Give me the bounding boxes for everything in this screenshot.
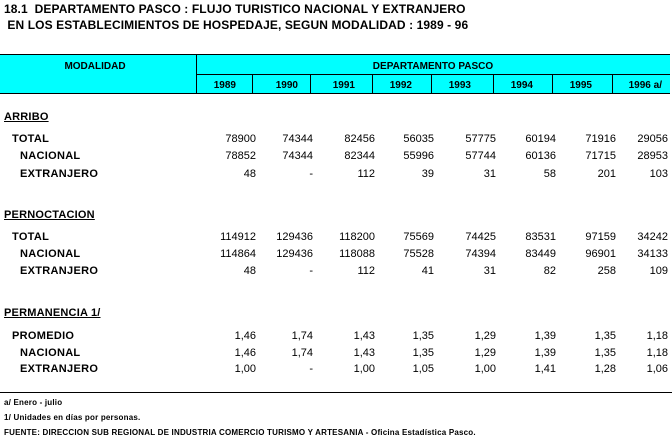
row-label: TOTAL (12, 133, 50, 145)
cell: - (309, 168, 313, 180)
cell: 1,18 (646, 347, 668, 359)
cell: 96901 (585, 248, 616, 260)
cell: 1,46 (234, 347, 256, 359)
table-row (0, 330, 672, 344)
cell: 103 (649, 168, 668, 180)
table-row (0, 363, 672, 377)
cell: 1,74 (291, 347, 313, 359)
cell: 55996 (403, 150, 434, 162)
section-title-arribo: ARRIBO (4, 111, 49, 123)
cell: 74344 (282, 150, 313, 162)
cell: 83449 (525, 248, 556, 260)
table-header (0, 54, 670, 94)
cell: 58 (543, 168, 556, 180)
cell: 1,28 (594, 363, 616, 375)
cell: 1,06 (646, 363, 668, 375)
cell: 75528 (403, 248, 434, 260)
row-label: TOTAL (12, 231, 50, 243)
cell: 1,00 (353, 363, 375, 375)
cell: 34133 (637, 248, 668, 260)
cell: 28953 (637, 150, 668, 162)
cell: 71916 (585, 133, 616, 145)
cell: 1,29 (474, 347, 496, 359)
cell: 29056 (637, 133, 668, 145)
cell: 56035 (403, 133, 434, 145)
year-header: 1990 (275, 80, 298, 91)
year-header: 1992 (389, 80, 412, 91)
year-header: 1994 (510, 80, 533, 91)
cell: 1,74 (291, 330, 313, 342)
cell: 1,35 (594, 347, 616, 359)
cell: 74425 (465, 231, 496, 243)
column-header-departamento: DEPARTAMENTO PASCO (372, 61, 494, 72)
cell: 41 (421, 265, 434, 277)
row-label: EXTRANJERO (20, 265, 99, 277)
cell: 82 (543, 265, 556, 277)
cell: 112 (357, 265, 375, 277)
cell: 60194 (525, 133, 556, 145)
table-row (0, 231, 672, 245)
cell: 60136 (525, 150, 556, 162)
cell: 109 (649, 265, 668, 277)
year-header: 1989 (213, 80, 236, 91)
cell: 82456 (344, 133, 375, 145)
section-title-permanencia: PERMANENCIA 1/ (4, 307, 101, 319)
cell: 1,43 (353, 347, 375, 359)
cell: 129436 (276, 231, 313, 243)
table-row (0, 248, 672, 262)
cell: 1,00 (234, 363, 256, 375)
cell: 57775 (465, 133, 496, 145)
section-title-pernoctacion: PERNOCTACION (4, 209, 95, 221)
cell: 1,39 (534, 330, 556, 342)
year-header: 1993 (448, 80, 471, 91)
cell: 1,35 (412, 330, 434, 342)
table-title-line-2: EN LOS ESTABLECIMIENTOS DE HOSPEDAJE, SEGUN MODALIDAD : 1989 - 96 (4, 18, 469, 32)
cell: 34242 (637, 231, 668, 243)
table-bottom-rule (0, 392, 672, 393)
cell: 1,46 (234, 330, 256, 342)
cell: 114912 (220, 231, 256, 243)
cell: 82344 (344, 150, 375, 162)
cell: 129436 (276, 248, 313, 260)
footnote-1: 1/ Unidades en días por personas. (4, 413, 141, 422)
cell: 31 (483, 168, 496, 180)
source-note: FUENTE: DIRECCION SUB REGIONAL DE INDUSTRIA COMERCIO TURISMO Y ARTESANIA - Oficina Estadística Pasco. (4, 428, 476, 437)
cell: 258 (597, 265, 616, 277)
cell: 1,29 (474, 330, 496, 342)
cell: 48 (243, 265, 256, 277)
cell: 118200 (339, 231, 375, 243)
year-header: 1996 a/ (628, 80, 662, 91)
cell: 31 (483, 265, 496, 277)
cell: 78852 (225, 150, 256, 162)
table-row (0, 150, 672, 164)
cell: 71715 (585, 150, 616, 162)
cell: 1,41 (534, 363, 556, 375)
cell: 39 (421, 168, 434, 180)
cell: 75569 (403, 231, 434, 243)
cell: 74344 (282, 133, 313, 145)
row-label: PROMEDIO (12, 330, 75, 342)
cell: 112 (357, 168, 375, 180)
cell: 118088 (339, 248, 375, 260)
cell: 1,35 (412, 347, 434, 359)
cell: 114864 (220, 248, 256, 260)
table-row (0, 168, 672, 182)
cell: 57744 (465, 150, 496, 162)
cell: 78900 (225, 133, 256, 145)
table-row (0, 133, 672, 147)
cell: 48 (243, 168, 256, 180)
row-label: EXTRANJERO (20, 363, 99, 375)
cell: 97159 (585, 231, 616, 243)
cell: - (309, 363, 313, 375)
header-rule (196, 74, 670, 75)
cell: 1,05 (412, 363, 434, 375)
cell: 1,43 (353, 330, 375, 342)
row-label: EXTRANJERO (20, 168, 99, 180)
cell: 1,35 (594, 330, 616, 342)
cell: 74394 (465, 248, 496, 260)
cell: 1,39 (534, 347, 556, 359)
year-header: 1991 (332, 80, 355, 91)
table-title-line-1: 18.1 DEPARTAMENTO PASCO : FLUJO TURISTICO NACIONAL Y EXTRANJERO (4, 2, 466, 16)
year-header: 1995 (569, 80, 592, 91)
cell: 83531 (525, 231, 556, 243)
cell: - (309, 265, 313, 277)
table-row (0, 265, 672, 279)
cell: 1,00 (474, 363, 496, 375)
table-row (0, 347, 672, 361)
row-label: NACIONAL (20, 347, 81, 359)
row-label: NACIONAL (20, 248, 81, 260)
cell: 1,18 (646, 330, 668, 342)
cell: 201 (597, 168, 616, 180)
footnote-a: a/ Enero - julio (4, 398, 63, 407)
column-header-modalidad: MODALIDAD (64, 61, 126, 72)
row-label: NACIONAL (20, 150, 81, 162)
